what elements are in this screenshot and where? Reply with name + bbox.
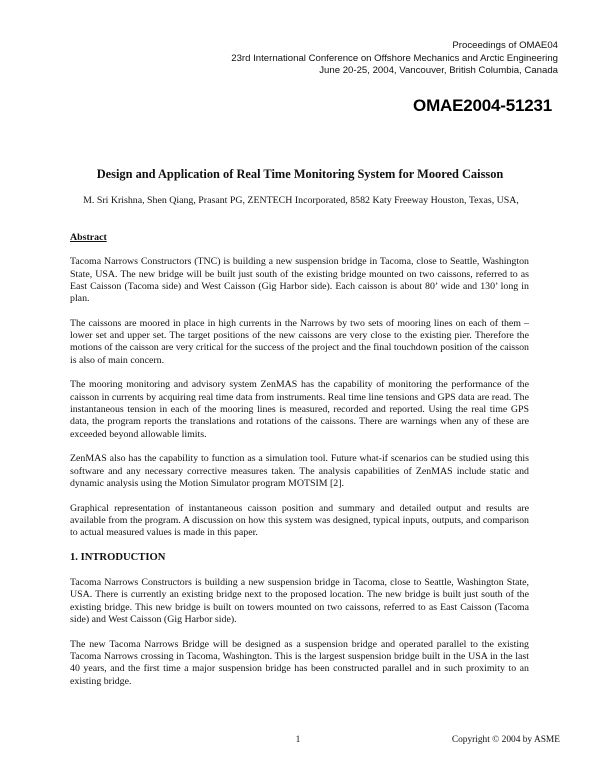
abstract-paragraph: ZenMAS also has the capability to function as a simulation tool. Future what-if scenarios can be studied using this software and any necessary corrective measures taken. The analysis capabilities of ZenMAS include static and dynamic analysis using the Motion Simulator program MOTSIM [2]. — [70, 453, 529, 489]
abstract-heading: Abstract — [70, 232, 107, 243]
abstract-paragraph: Tacoma Narrows Constructors (TNC) is building a new suspension bridge in Tacoma, close to Seattle, Washington State, USA. The new bridge will be built just south of the existing bridge mounted on two caissons, referred to as East Caisson (Tacoma side) and West Caisson (Gig Harbor side). Each caisson is about 80’ wide and 130’ long in plan. — [70, 256, 529, 305]
abstract-paragraph: Graphical representation of instantaneous caisson position and summary and detailed output and results are available from the program. A discussion on how this system was designed, typical inputs, outputs, and comparison to actual measured values is made in this paper. — [70, 502, 529, 539]
paper-title: Design and Application of Real Time Monitoring System for Moored Caisson — [96, 167, 504, 181]
abstract-paragraph: The caissons are moored in place in high currents in the Narrows by two sets of mooring lines on each of them – lower set and upper set. The target positions of the new caissons are very close to the existing pier. Therefore the motions of the caisson are very critical for the success of the project and the final touchdown position of the caisson is also of main concern. — [70, 317, 529, 366]
proceedings-title: Proceedings of OMAE04 — [452, 40, 558, 51]
proceedings-header — [231, 40, 558, 78]
conference-date-location: June 20-25, 2004, Vancouver, British Columbia, Canada — [319, 65, 558, 77]
introduction-heading: 1. INTRODUCTION — [70, 551, 166, 563]
copyright-notice: Copyright © 2004 by ASME — [451, 735, 560, 745]
page-number: 1 — [295, 735, 301, 745]
author-list: M. Sri Krishna, Shen Qiang, Prasant PG, ZENTECH Incorporated, 8582 Katy Freeway Houston, Texas, USA, — [83, 195, 519, 206]
conference-name: 23rd International Conference on Offshore Mechanics and Arctic Engineering — [231, 52, 558, 64]
introduction-paragraph: The new Tacoma Narrows Bridge will be designed as a suspension bridge and operated parallel to the existing Tacoma Narrows crossing in Tacoma, Washington. This is the largest suspension bridge built in the USA in the last 40 years, and the first time a major suspension bridge has been constructed parallel and in such proximity to an existing bridge. — [70, 638, 529, 687]
paper-id: OMAE2004-51231 — [413, 96, 552, 115]
introduction-paragraph: Tacoma Narrows Constructors is building a new suspension bridge in Tacoma, close to Seattle, Washington State, USA. There is currently an existing bridge next to the proposed location. The new bridge is built just south of the existing bridge. This new bridge is built on towers mounted on two caissons, referred to as East Caisson (Tacoma side) and West Caisson (Gig Harbor side). — [70, 577, 529, 626]
paper-body — [70, 232, 529, 700]
abstract-paragraph: The mooring monitoring and advisory system ZenMAS has the capability of monitoring the performance of the caisson in currents by acquiring real time data from instruments. Real time line tensions and GPS data are read. The instantaneous tension in each of the mooring lines is measured, recorded and reported. Using the real time GPS data, the program reports the translations and rotations of the caissons. There are warnings when any of these are exceeded beyond allowable limits. — [70, 379, 529, 440]
